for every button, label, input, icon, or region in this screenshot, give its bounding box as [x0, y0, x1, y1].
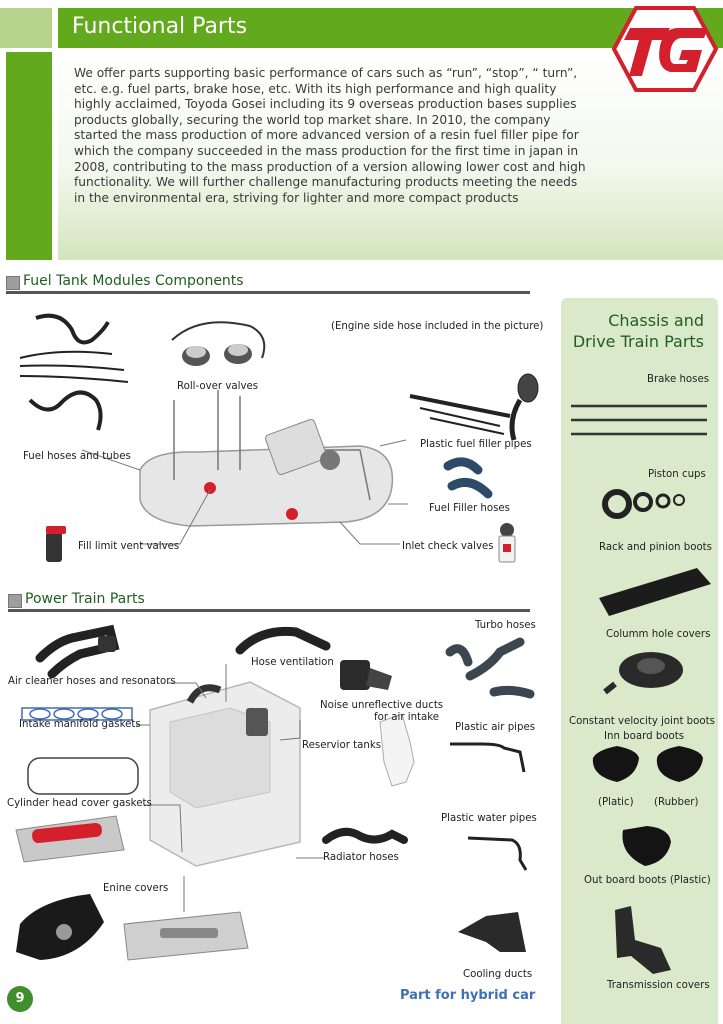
brake-hoses-icon — [571, 406, 707, 434]
header-accent-side — [6, 52, 52, 260]
fuel-section-rule — [6, 291, 530, 294]
label-engine-covers: Enine covers — [103, 883, 169, 894]
column-hole-cover-icon — [605, 652, 683, 692]
air-cleaner-hoses-icon — [40, 630, 116, 674]
label-turbo-hoses: Turbo hoses — [475, 620, 536, 631]
cooling-ducts-icon — [458, 912, 526, 952]
label-brake-hoses: Brake hoses — [647, 374, 710, 385]
label-radiator-hoses: Radiator hoses — [323, 852, 399, 863]
label-transmission-covers: Transmission covers — [607, 980, 710, 991]
power-section-title: Power Train Parts — [25, 591, 145, 607]
label-piston-cups: Piston cups — [648, 469, 706, 480]
label-inlet-check-valves: Inlet check valves — [402, 541, 494, 552]
section-bullet-icon — [8, 594, 22, 608]
engine-hose-note: (Engine side hose included in the picture) — [331, 321, 544, 332]
inboard-boot-plastic-icon — [593, 746, 639, 782]
chassis-title-line2: Drive Train Parts — [572, 332, 704, 351]
label-plastic-fuel-filler-pipes: Plastic fuel filler pipes — [420, 439, 532, 450]
label-hose-ventilation: Hose ventilation — [251, 657, 334, 668]
reservoir-tank-icon — [380, 714, 414, 786]
label-column-hole-covers: Columm hole covers — [606, 629, 711, 640]
label-roll-over-valves: Roll-over valves — [177, 381, 259, 392]
inboard-boot-rubber-icon — [657, 746, 703, 782]
fuel-hoses-tubes-icon — [20, 316, 128, 430]
chassis-panel-title — [566, 310, 704, 352]
noise-ducts-icon — [340, 660, 392, 690]
plastic-water-pipes-icon — [468, 838, 526, 870]
piston-cups-icon — [605, 492, 684, 516]
label-inboard-boots: Inn board boots — [604, 731, 685, 742]
engine-icon — [150, 682, 300, 866]
fuel-section-title: Fuel Tank Modules Components — [23, 273, 244, 289]
label-cooling-ducts: Cooling ducts — [463, 969, 533, 980]
chassis-title-line1: Chassis and — [608, 311, 704, 330]
engine-cover-black-icon — [16, 894, 104, 960]
label-rack-pinion-boots: Rack and pinion boots — [599, 542, 712, 553]
label-outboard-boots: Out board boots (Plastic) — [584, 875, 711, 886]
hose-ventilation-icon — [240, 631, 326, 650]
toyoda-gosei-logo-icon — [612, 6, 718, 92]
fuel-filler-pipes-icon — [410, 374, 538, 440]
page-title: Functional Parts — [72, 14, 248, 39]
label-fuel-hoses-tubes: Fuel hoses and tubes — [23, 451, 131, 462]
label-cvj-boots: Constant velocity joint boots — [569, 716, 715, 727]
turbo-hoses-icon — [450, 642, 530, 694]
label-intake-manifold-gaskets: Intake manifold gaskets — [19, 719, 141, 730]
transmission-cover-icon — [615, 906, 671, 974]
inlet-check-valve-icon — [499, 523, 515, 562]
label-platic: (Platic) — [598, 797, 634, 808]
engine-cover-silver-icon — [124, 912, 248, 960]
label-rubber: (Rubber) — [654, 797, 699, 808]
fuel-tank-icon — [140, 390, 392, 526]
label-noise-ducts-line2: for air intake — [374, 712, 440, 723]
label-cylinder-head-cover-gaskets: Cylinder head cover gaskets — [7, 798, 152, 809]
header-accent-top — [0, 8, 52, 48]
label-air-cleaner-hoses: Air cleaner hoses and resonators — [8, 676, 176, 687]
label-plastic-water-pipes: Plastic water pipes — [441, 813, 537, 824]
label-noise-ducts-line1: Noise unreflective ducts — [320, 700, 444, 711]
engine-cover-vvti-icon — [16, 816, 124, 862]
label-plastic-air-pipes: Plastic air pipes — [455, 722, 536, 733]
rack-pinion-boots-icon — [599, 568, 711, 616]
fuel-filler-hoses-icon — [448, 462, 488, 494]
plastic-air-pipes-icon — [450, 744, 524, 772]
label-fuel-filler-hoses: Fuel Filler hoses — [429, 503, 510, 514]
page-number: 9 — [7, 986, 33, 1012]
roll-over-valves-icon — [172, 322, 264, 366]
intro-paragraph: We offer parts supporting basic performance of cars such as “run”, “stop”, “ turn”, etc. e.g. fuel parts, brake hose, etc. With its high performance and high quality highly acclaimed, Toyoda Gosei including its 9 overseas production bases supplies products globally, securing the world top market share. In 2010, the company started the mass production of more advanced version of a resin fuel filler pipe for which the company succeeded in the mass production for the first time in japan in 2008, contributing to the mass production of a version allowing lower cost and high functionality. We will further challenge manufacturing products meeting the needs in the environmental era, striving for lighter and more compact products — [74, 66, 586, 205]
section-bullet-icon — [6, 276, 20, 290]
label-reservior-tanks: Reservior tanks — [302, 740, 382, 751]
fill-limit-vent-valve-icon — [46, 526, 66, 562]
label-fill-limit-vent-valves: Fill limit vent valves — [78, 541, 180, 552]
cylinder-head-gasket-icon — [28, 758, 138, 794]
outboard-boot-icon — [622, 826, 671, 866]
radiator-hoses-icon — [326, 832, 404, 840]
hybrid-car-note: Part for hybrid car — [400, 988, 536, 1003]
